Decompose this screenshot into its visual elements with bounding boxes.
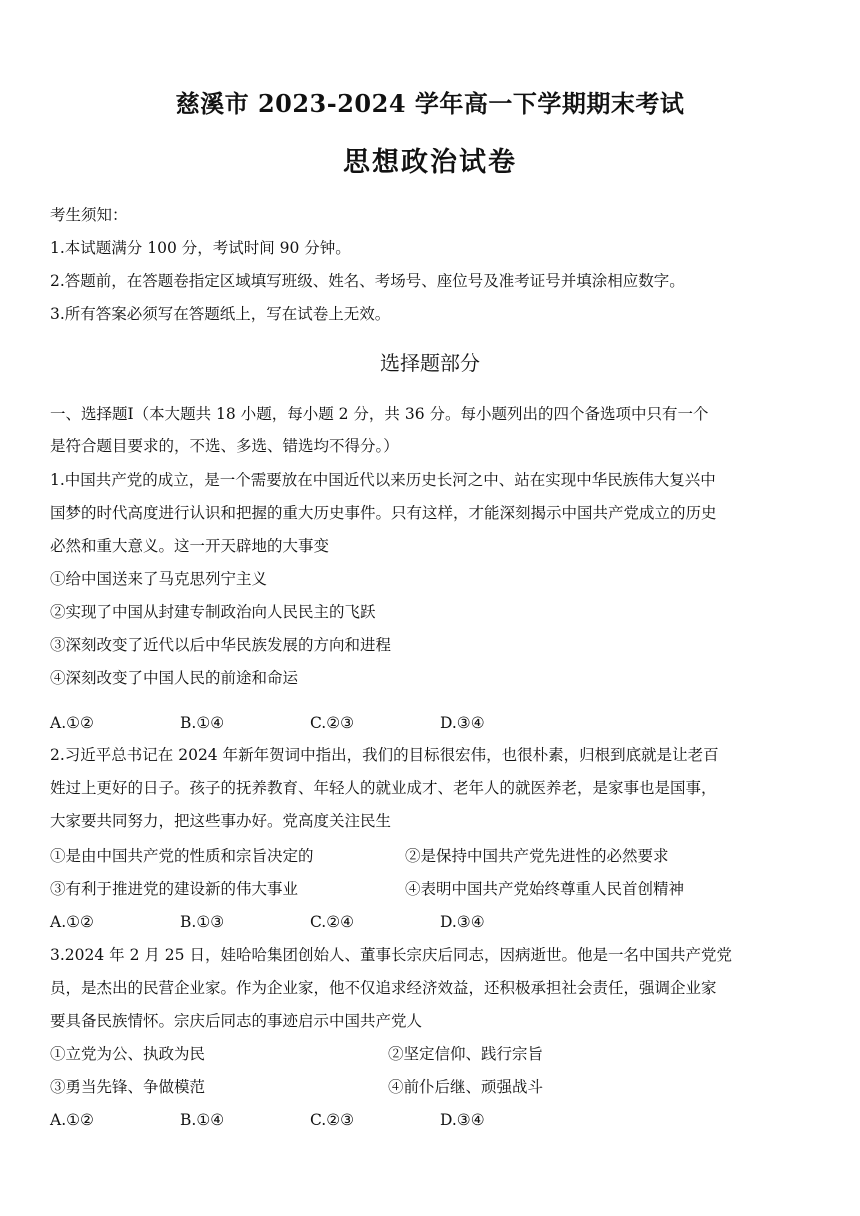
question-statement: ②是保持中国共产党先进性的必然要求 — [405, 847, 669, 865]
option-c: C.②④ — [310, 913, 355, 931]
exam-title: 慈溪市 2023-2024 学年高一下学期期末考试 — [175, 89, 685, 118]
question-stem: 必然和重大意义。这一开天辟地的大事变 — [50, 537, 330, 555]
section-title: 选择题部分 — [380, 351, 480, 375]
question-stem: 国梦的时代高度进行认识和把握的重大历史事件。只有这样，才能深刻揭示中国共产党成立的历史 — [50, 504, 717, 522]
option-d: D.③④ — [440, 913, 485, 931]
question-stem: 1.中国共产党的成立，是一个需要放在中国近代以来历史长河之中、站在实现中华民族伟大复兴中 — [50, 471, 716, 489]
option-a: A.①② — [50, 1111, 94, 1129]
notice-item: 2.答题前，在答题卷指定区域填写班级、姓名、考场号、座位号及准考证号并填涂相应数字。 — [50, 272, 685, 290]
question-stem: 3.2024 年 2 月 25 日，娃哈哈集团创始人、董事长宗庆后同志，因病逝世。他是一名中国共产党党 — [50, 946, 732, 964]
question-statement: ③深刻改变了近代以后中华民族发展的方向和进程 — [50, 636, 392, 654]
question-statement: ③有利于推进党的建设新的伟大事业 — [50, 880, 299, 898]
option-d: D.③④ — [440, 714, 485, 732]
option-c: C.②③ — [310, 1111, 355, 1129]
question-statement: ④表明中国共产党始终尊重人民首创精神 — [405, 880, 685, 898]
part-intro: 是符合题目要求的，不选、多选、错选均不得分。） — [50, 437, 399, 455]
question-statement: ④深刻改变了中国人民的前途和命运 — [50, 669, 299, 687]
question-statement: ④前仆后继、顽强战斗 — [388, 1078, 544, 1096]
option-b: B.①④ — [180, 1111, 225, 1129]
notice-item: 1.本试题满分 100 分，考试时间 90 分钟。 — [50, 239, 351, 257]
option-b: B.①③ — [180, 913, 225, 931]
option-a: A.①② — [50, 714, 94, 732]
option-d: D.③④ — [440, 1111, 485, 1129]
question-statement: ②实现了中国从封建专制政治向人民民主的飞跃 — [50, 603, 376, 621]
question-statement: ①是由中国共产党的性质和宗旨决定的 — [50, 847, 314, 865]
exam-subtitle: 思想政治试卷 — [343, 147, 517, 178]
notice-item: 3.所有答案必须写在答题纸上，写在试卷上无效。 — [50, 305, 391, 323]
question-stem: 要具备民族情怀。宗庆后同志的事迹启示中国共产党人 — [50, 1012, 423, 1030]
option-b: B.①④ — [180, 714, 225, 732]
option-c: C.②③ — [310, 714, 355, 732]
option-a: A.①② — [50, 913, 94, 931]
question-stem: 大家要共同努力，把这些事办好。党高度关注民生 — [50, 812, 392, 830]
question-statement: ③勇当先锋、争做模范 — [50, 1078, 206, 1096]
question-stem: 2.习近平总书记在 2024 年新年贺词中指出，我们的目标很宏伟，也很朴素，归根到底就是让老百 — [50, 746, 719, 764]
question-statement: ①给中国送来了马克思列宁主义 — [50, 570, 268, 588]
question-statement: ②坚定信仰、践行宗旨 — [388, 1045, 544, 1063]
question-statement: ①立党为公、执政为民 — [50, 1045, 206, 1063]
part-intro: 一、选择题Ⅰ（本大题共 18 小题，每小题 2 分，共 36 分。每小题列出的四个备选项中只有一个 — [50, 405, 709, 423]
notice-heading: 考生须知： — [50, 206, 128, 224]
question-stem: 姓过上更好的日子。孩子的抚养教育、年轻人的就业成才、老年人的就医养老，是家事也是国事， — [50, 779, 717, 797]
question-stem: 员，是杰出的民营企业家。作为企业家，他不仅追求经济效益，还积极承担社会责任，强调企业家 — [50, 979, 717, 997]
